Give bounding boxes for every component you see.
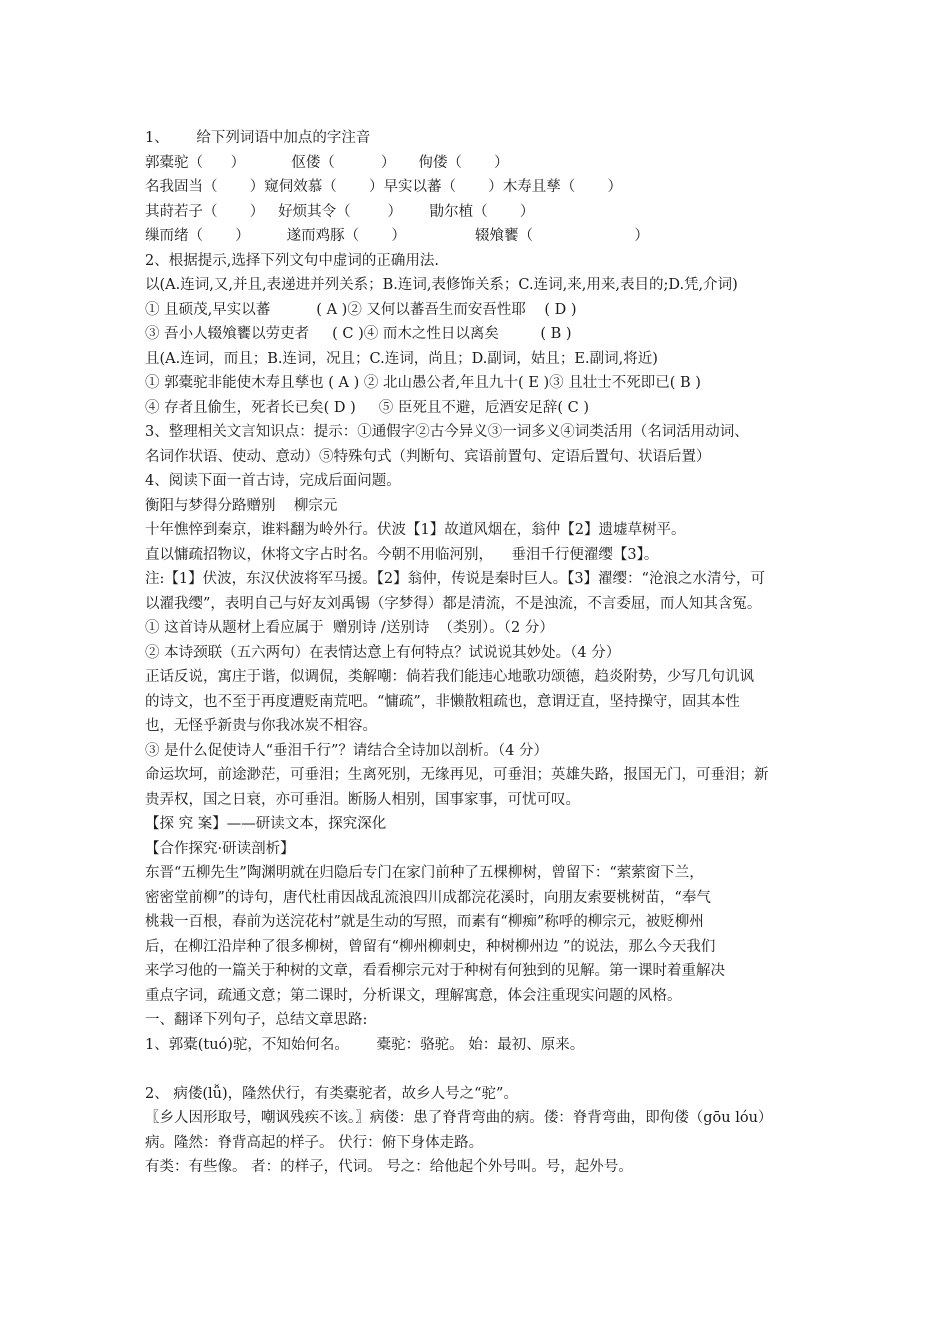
text-line: ④ 存者且偷生，死者长已矣( D ) ⑤ 臣死且不避，卮酒安足辞( C ): [145, 399, 590, 416]
text-line: 也，无怪乎新贵与你我冰炭不相容。: [145, 718, 377, 734]
text-line: 直以慵疏招物议，休将文字占时名。今朝不用临河别， 垂泪千行便濯缨【3】。: [145, 546, 659, 563]
blank-line: [145, 1057, 825, 1082]
text-line: ③ 吾小人辍飧饔以劳吏者 ( C )④ 而木之性日以离矣 ( B ): [145, 326, 572, 342]
text-line: ② 本诗颈联（五六两句）在表情达意上有何特点？试说说其妙处。（4 分）: [145, 644, 621, 661]
text-line: 以濯我缨”，表明自己与好友刘禹锡（字梦得）都是清流，不是浊流，不言委屈，而人知其含冤。: [145, 595, 762, 612]
document-body: [145, 126, 825, 1180]
text-line: 1、 给下列词语中加点的字注音: [145, 130, 371, 146]
text-line: 缫而绪（ ） 遂而鸡豚（ ） 辍飧饔（ ）: [145, 228, 649, 244]
text-line: 以(A.连词,又,并且,表递进并列关系；B.连词,表修饰关系；C.连词,来,用来,表目的;D.凭,介词): [145, 277, 738, 293]
text-line: 命运坎坷，前途渺茫，可垂泪；生离死别，无缘再见，可垂泪；英雄失路，报国无门，可垂泪；新: [145, 767, 769, 783]
text-line: 一、翻译下列句子，总结文章思路:: [145, 1012, 368, 1028]
text-line: ① 这首诗从题材上看应属于 赠别诗 /送别诗 （类别）。（2 分）: [145, 620, 554, 636]
text-line: 2、根据提示,选择下列文句中虚词的正确用法.: [145, 252, 439, 269]
text-line: ① 郭橐驼非能使木寿且孳也 ( A ) ② 北山愚公者,年且九十( E )③ 且壮士不死即已( B ): [145, 375, 701, 391]
text-line: 桃栽一百根，春前为送浣花村”就是生动的写照，而素有“柳痴”称呼的柳宗元，被贬柳州: [145, 914, 704, 930]
text-line: 衡阳与梦得分路赠别 柳宗元: [145, 497, 338, 514]
text-line: 病。隆然：脊背高起的样子。 伏行：俯下身体走路。: [145, 1134, 484, 1151]
text-line: ③ 是什么促使诗人“垂泪千行”？请结合全诗加以剖析。（4 分）: [145, 742, 549, 759]
text-line: 〖乡人因形取号，嘲讽残疾不该。〗病偻：患了脊背弯曲的病。偻：脊背弯曲，即佝偻（gōu lóu）: [145, 1110, 773, 1126]
text-line: 名我固当（ ）窥伺效慕（ ）早实以蕃（ ）木寿且孳（ ）: [145, 179, 623, 195]
text-line: 1、郭橐(tuó)驼，不知始何名。 橐驼：骆驼。 始：最初、原来。: [145, 1036, 585, 1053]
text-line: ① 且硕茂,早实以蕃 ( A )② 又何以蕃吾生而安吾性耶 ( D ): [145, 301, 577, 318]
text-line: 其莳若子（ ） 好烦其令（ ） 勖尔植（ ）: [145, 203, 535, 220]
text-line: 密密堂前柳”的诗句，唐代杜甫因战乱流浪四川成都浣花溪时，向朋友索要桃树苗，“奉气: [145, 889, 711, 906]
text-line: 贵弄权，国之日衰，亦可垂泪。断肠人相别，国事家事，可忧可叹。: [145, 791, 580, 808]
text-line: 且(A.连词，而且；B.连词，况且；C.连词，尚且；D.副词，姑且；E.副词,将近): [145, 350, 658, 367]
text-line: 东晋“五柳先生”陶渊明就在归隐后专门在家门前种了五棵柳树，曾留下：“萦萦窗下兰，: [145, 865, 704, 881]
text-line: 郭橐驼（ ） 伛偻（ ） 佝偻（ ）: [145, 154, 509, 171]
text-line: 【探 究 案】——研读文本，探究深化: [145, 816, 387, 832]
text-line: 注:【1】伏波，东汉伏波将军马援。【2】翁仲，传说是秦时巨人。【3】濯缨：“沧浪之水清兮，可: [145, 571, 765, 587]
text-line: 【合作探究·研读剖析】: [145, 840, 295, 857]
text-line: 有类：有些像。 者：的样子，代词。 号之：给他起个外号叫。号，起外号。: [145, 1159, 633, 1175]
text-line: 的诗文，也不至于再度遭贬南荒吧。“慵疏”，非懒散粗疏也，意谓迂直，坚持操守，固其本性: [145, 693, 740, 710]
text-line: 3、整理相关文言知识点：提示：①通假字②古今异义③一词多义④词类活用（名词活用动词、: [145, 424, 749, 440]
text-line: 十年憔悴到秦京，谁料翻为岭外行。伏波【1】故道风烟在，翁仲【2】遗墟草树平。: [145, 522, 686, 538]
text-line: 2、 病偻(lǚ)，隆然伏行，有类橐驼者，故乡人号之“驼”。: [145, 1085, 518, 1102]
text-line: 来学习他的一篇关于种树的文章，看看柳宗元对于种树有何独到的见解。第一课时着重解决: [145, 963, 725, 979]
text-line: 重点字词，疏通文意；第二课时，分析课文，理解寓意，体会注重现实问题的风格。: [145, 987, 682, 1004]
text-line: 后，在柳江沿岸种了很多柳树，曾留有“柳州柳刺史，种树柳州边 ”的说法，那么今天我们: [145, 938, 716, 955]
text-line: 名词作状语、使动、意动）⑤特殊句式（判断句、宾语前置句、定语后置句、状语后置）: [145, 448, 711, 465]
text-line: 4、阅读下面一首古诗，完成后面问题。: [145, 473, 401, 489]
text-line: 正话反说，寓庄于谐，似调侃，类解嘲：倘若我们能违心地歌功颂德，趋炎附势，少写几句讥讽: [145, 669, 754, 685]
